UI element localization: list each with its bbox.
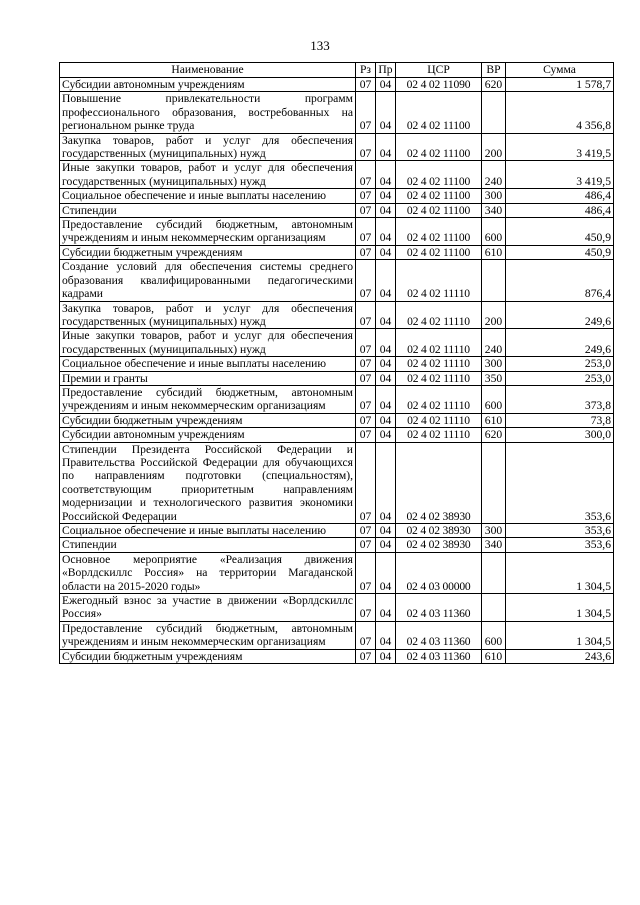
- row-rz: 07: [356, 413, 376, 427]
- table-row: [60, 189, 614, 203]
- row-sum: 450,9: [506, 245, 614, 259]
- row-vr: 600: [482, 385, 506, 413]
- row-vr: 240: [482, 329, 506, 357]
- row-csr: 02 4 02 11110: [396, 413, 482, 427]
- row-vr: 300: [482, 524, 506, 538]
- row-csr: 02 4 02 38930: [396, 538, 482, 552]
- row-csr: 02 4 02 11100: [396, 203, 482, 217]
- row-name: Иные закупки товаров, работ и услуг для обеспечения государственных (муниципальных) нужд: [60, 161, 356, 189]
- row-pr: 04: [376, 371, 396, 385]
- row-vr: [482, 552, 506, 593]
- header-csr: ЦСР: [396, 63, 482, 78]
- row-csr: 02 4 02 11100: [396, 92, 482, 133]
- row-csr: 02 4 02 11100: [396, 133, 482, 161]
- row-name: Субсидии бюджетным учреждениям: [60, 649, 356, 663]
- table-row: [60, 329, 614, 357]
- row-rz: 07: [356, 385, 376, 413]
- row-name: Субсидии автономным учреждениям: [60, 428, 356, 442]
- row-rz: 07: [356, 329, 376, 357]
- row-sum: 3 419,5: [506, 161, 614, 189]
- row-sum: 1 304,5: [506, 621, 614, 649]
- row-name: Ежегодный взнос за участие в движении «Ворлдскиллс Россия»: [60, 594, 356, 622]
- row-rz: 07: [356, 78, 376, 92]
- row-sum: 876,4: [506, 260, 614, 301]
- row-rz: 07: [356, 245, 376, 259]
- row-rz: 07: [356, 621, 376, 649]
- budget-table: [59, 62, 614, 664]
- row-vr: 610: [482, 413, 506, 427]
- row-sum: 253,0: [506, 357, 614, 371]
- row-csr: 02 4 02 38930: [396, 442, 482, 523]
- row-sum: 1 578,7: [506, 78, 614, 92]
- row-vr: [482, 260, 506, 301]
- table-row: [60, 371, 614, 385]
- row-name: Основное мероприятие «Реализация движения «Ворлдскиллс Россия» на территории Магаданской области на 2015-2020 годы»: [60, 552, 356, 593]
- row-sum: 353,6: [506, 538, 614, 552]
- row-rz: 07: [356, 538, 376, 552]
- row-rz: 07: [356, 649, 376, 663]
- row-name: Субсидии бюджетным учреждениям: [60, 245, 356, 259]
- row-pr: 04: [376, 133, 396, 161]
- row-csr: 02 4 02 11110: [396, 357, 482, 371]
- row-rz: 07: [356, 442, 376, 523]
- row-rz: 07: [356, 594, 376, 622]
- row-vr: 200: [482, 301, 506, 329]
- row-vr: 300: [482, 357, 506, 371]
- row-pr: 04: [376, 442, 396, 523]
- row-pr: 04: [376, 92, 396, 133]
- table-row: [60, 260, 614, 301]
- row-pr: 04: [376, 161, 396, 189]
- row-csr: 02 4 03 00000: [396, 552, 482, 593]
- row-pr: 04: [376, 538, 396, 552]
- row-name: Стипендии: [60, 203, 356, 217]
- row-name: Создание условий для обеспечения системы среднего образования квалифицированными педагогическими кадрами: [60, 260, 356, 301]
- row-vr: 300: [482, 189, 506, 203]
- row-pr: 04: [376, 621, 396, 649]
- table-row: [60, 524, 614, 538]
- row-vr: 350: [482, 371, 506, 385]
- row-sum: 3 419,5: [506, 133, 614, 161]
- table-row: [60, 442, 614, 523]
- row-name: Стипендии: [60, 538, 356, 552]
- row-csr: 02 4 03 11360: [396, 621, 482, 649]
- row-rz: 07: [356, 92, 376, 133]
- row-pr: 04: [376, 260, 396, 301]
- row-rz: 07: [356, 357, 376, 371]
- row-rz: 07: [356, 552, 376, 593]
- row-csr: 02 4 03 11360: [396, 594, 482, 622]
- table-row: [60, 357, 614, 371]
- table-row: [60, 161, 614, 189]
- header-vr: ВР: [482, 63, 506, 78]
- row-csr: 02 4 02 11110: [396, 329, 482, 357]
- row-csr: 02 4 02 11100: [396, 161, 482, 189]
- row-sum: 373,8: [506, 385, 614, 413]
- table-row: [60, 203, 614, 217]
- row-pr: 04: [376, 413, 396, 427]
- row-vr: [482, 442, 506, 523]
- row-rz: 07: [356, 161, 376, 189]
- row-name: Стипендии Президента Российской Федерации и Правительства Российской Федерации для обучающихся по направлениям подготовки (специальностям), соответствующим приоритетным направлениям модернизации и технологического развития экономики Российской Федерации: [60, 442, 356, 523]
- row-sum: 1 304,5: [506, 594, 614, 622]
- row-csr: 02 4 02 11110: [396, 301, 482, 329]
- row-sum: 249,6: [506, 301, 614, 329]
- row-vr: 340: [482, 203, 506, 217]
- row-vr: 610: [482, 245, 506, 259]
- row-rz: 07: [356, 371, 376, 385]
- page-number: 133: [310, 38, 330, 53]
- row-name: Повышение привлекательности программ профессионального образования, востребованных на региональном рынке труда: [60, 92, 356, 133]
- row-csr: 02 4 02 11110: [396, 385, 482, 413]
- row-rz: 07: [356, 203, 376, 217]
- row-sum: 486,4: [506, 203, 614, 217]
- row-name: Социальное обеспечение и иные выплаты населению: [60, 524, 356, 538]
- row-pr: 04: [376, 357, 396, 371]
- row-csr: 02 4 02 11110: [396, 371, 482, 385]
- row-vr: 620: [482, 78, 506, 92]
- row-sum: 1 304,5: [506, 552, 614, 593]
- row-name: Закупка товаров, работ и услуг для обеспечения государственных (муниципальных) нужд: [60, 133, 356, 161]
- row-name: Предоставление субсидий бюджетным, автономным учреждениям и иным некоммерческим организациям: [60, 621, 356, 649]
- row-vr: 620: [482, 428, 506, 442]
- table-row: [60, 538, 614, 552]
- table-row: [60, 649, 614, 663]
- row-rz: 07: [356, 189, 376, 203]
- header-pr: Пр: [376, 63, 396, 78]
- row-sum: 73,8: [506, 413, 614, 427]
- header-rz: Рз: [356, 63, 376, 78]
- row-sum: 353,6: [506, 442, 614, 523]
- row-vr: 200: [482, 133, 506, 161]
- table-row: [60, 78, 614, 92]
- row-name: Иные закупки товаров, работ и услуг для обеспечения государственных (муниципальных) нужд: [60, 329, 356, 357]
- row-vr: [482, 92, 506, 133]
- row-rz: 07: [356, 301, 376, 329]
- row-name: Субсидии бюджетным учреждениям: [60, 413, 356, 427]
- row-pr: 04: [376, 385, 396, 413]
- table-row: [60, 385, 614, 413]
- table-row: [60, 428, 614, 442]
- row-sum: 243,6: [506, 649, 614, 663]
- table-row: [60, 245, 614, 259]
- row-pr: 04: [376, 329, 396, 357]
- table-row: [60, 594, 614, 622]
- row-pr: 04: [376, 428, 396, 442]
- row-vr: [482, 594, 506, 622]
- row-pr: 04: [376, 245, 396, 259]
- row-vr: 600: [482, 621, 506, 649]
- row-pr: 04: [376, 552, 396, 593]
- row-pr: 04: [376, 78, 396, 92]
- table-row: [60, 413, 614, 427]
- row-pr: 04: [376, 218, 396, 246]
- row-rz: 07: [356, 428, 376, 442]
- row-name: Субсидии автономным учреждениям: [60, 78, 356, 92]
- row-sum: 249,6: [506, 329, 614, 357]
- row-sum: 486,4: [506, 189, 614, 203]
- row-vr: 340: [482, 538, 506, 552]
- row-name: Закупка товаров, работ и услуг для обеспечения государственных (муниципальных) нужд: [60, 301, 356, 329]
- row-name: Предоставление субсидий бюджетным, автономным учреждениям и иным некоммерческим организациям: [60, 385, 356, 413]
- table-row: [60, 621, 614, 649]
- row-name: Социальное обеспечение и иные выплаты населению: [60, 189, 356, 203]
- table-row: [60, 552, 614, 593]
- row-sum: 253,0: [506, 371, 614, 385]
- row-pr: 04: [376, 203, 396, 217]
- row-name: Социальное обеспечение и иные выплаты населению: [60, 357, 356, 371]
- row-vr: 610: [482, 649, 506, 663]
- table-row: [60, 92, 614, 133]
- row-vr: 240: [482, 161, 506, 189]
- row-csr: 02 4 02 11100: [396, 218, 482, 246]
- row-csr: 02 4 02 38930: [396, 524, 482, 538]
- row-csr: 02 4 02 11090: [396, 78, 482, 92]
- row-rz: 07: [356, 218, 376, 246]
- row-sum: 353,6: [506, 524, 614, 538]
- header-name: Наименование: [60, 63, 356, 78]
- row-name: Предоставление субсидий бюджетным, автономным учреждениям и иным некоммерческим организациям: [60, 218, 356, 246]
- table-header-row: [60, 63, 614, 78]
- table-row: [60, 133, 614, 161]
- row-sum: 4 356,8: [506, 92, 614, 133]
- row-name: Премии и гранты: [60, 371, 356, 385]
- header-sum: Сумма: [506, 63, 614, 78]
- row-rz: 07: [356, 133, 376, 161]
- row-csr: 02 4 02 11100: [396, 189, 482, 203]
- row-rz: 07: [356, 260, 376, 301]
- row-pr: 04: [376, 189, 396, 203]
- row-sum: 450,9: [506, 218, 614, 246]
- row-pr: 04: [376, 594, 396, 622]
- row-pr: 04: [376, 301, 396, 329]
- row-csr: 02 4 02 11110: [396, 428, 482, 442]
- table-row: [60, 218, 614, 246]
- row-csr: 02 4 02 11110: [396, 260, 482, 301]
- table-row: [60, 301, 614, 329]
- row-sum: 300,0: [506, 428, 614, 442]
- row-csr: 02 4 03 11360: [396, 649, 482, 663]
- row-csr: 02 4 02 11100: [396, 245, 482, 259]
- row-vr: 600: [482, 218, 506, 246]
- row-rz: 07: [356, 524, 376, 538]
- row-pr: 04: [376, 649, 396, 663]
- row-pr: 04: [376, 524, 396, 538]
